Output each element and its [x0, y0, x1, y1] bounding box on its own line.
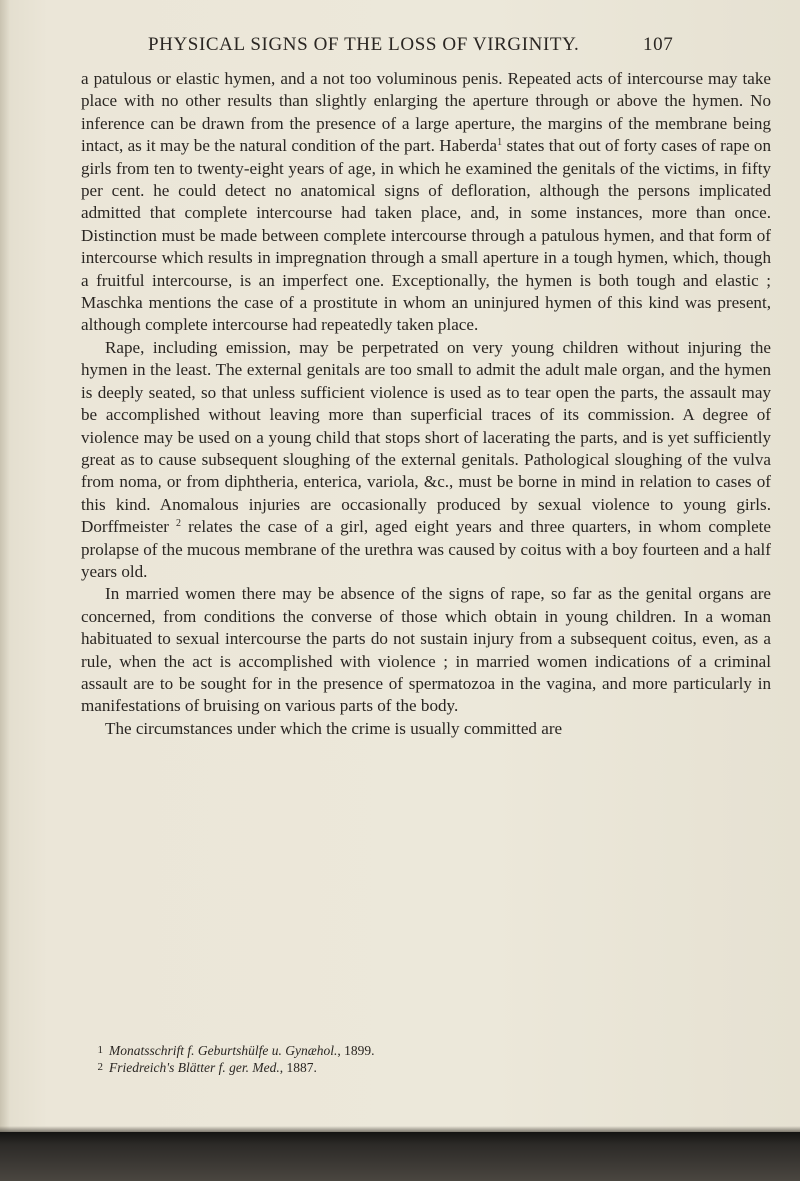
paragraph-2 — [81, 337, 771, 583]
running-header — [0, 34, 800, 60]
footnote-1-year: , 1899. — [337, 1043, 375, 1058]
footnote-1 — [81, 1042, 771, 1059]
footnote-1-number: 1 — [97, 1044, 103, 1056]
footnote-2-source: Friedreich's Blätter f. ger. Med. — [109, 1060, 280, 1075]
paragraph-4-text: The circumstances under which the crime is usually committed are — [105, 718, 563, 738]
paragraph-2-text-a: Rape, including emission, may be perpetrated on very young children without injuring the hymen in the least. The external genitals are too small to admit the adult male organ, and the hymen is deeply seated, so that unless sufficient violence is used as to tear open the parts, the assault may be accomplished without leaving more than superficial traces of its commission. A degree of violence may be used on a young child that stops short of lacerating the parts, and is yet sufficiently great as to cause subsequent sloughing of the external genitals. Pathological sloughing of the vulva from noma, or from diphtheria, enterica, variola, &c., must be borne in mind in relation to cases of this kind. Anomalous injuries are occasionally produced by sexual violence to young girls. Dorffmeister — [81, 337, 771, 537]
paragraph-1-text-a: a patulous or elastic hymen, and a not too voluminous penis. Repeated acts of intercourse may take place with no other results than slightly enlarging the aperture through or above the hymen. No inference can be drawn from the presence of a large aperture, the margins of the membrane being intact, as it may be the natural condition of the part. Haberda — [81, 69, 771, 156]
paragraph-1 — [81, 68, 771, 337]
scan-bottom-band — [0, 1132, 800, 1181]
footnote-2-number: 2 — [97, 1061, 103, 1073]
footnote-1-source: Monatsschrift f. Geburtshülfe u. Gynæhol. — [109, 1043, 338, 1058]
body-text — [81, 68, 771, 740]
footnote-ref-1: 1 — [497, 137, 503, 149]
paragraph-4 — [81, 718, 771, 740]
footnote-ref-2: 2 — [176, 518, 182, 530]
footnote-2 — [81, 1059, 771, 1076]
paragraph-2-text-b: relates the case of a girl, aged eight years and three quarters, in whom complete prolapse of the mucous membrane of the urethra was caused by coitus with a boy fourteen and a half years old. — [81, 517, 771, 581]
footnote-2-year: , 1887. — [279, 1060, 317, 1075]
paragraph-3 — [81, 583, 771, 717]
paragraph-1-text-b: states that out of forty cases of rape on girls from ten to twenty-eight years of age, in which he examined the genitals of the victims, in fifty per cent. he could detect no anatomical signs of defloration, although the persons implicated admitted that complete intercourse had taken place, and, in some instances, more than once. Distinction must be made between complete intercourse through a patulous hymen, and that form of intercourse which results in impregnation through a small aperture in a tough hymen, which, though a fruitful intercourse, is an imperfect one. Exceptionally, the hymen is both tough and elastic ; Maschka mentions the case of a prostitute in whom an uninjured hymen of this kind was present, although complete intercourse had repeatedly taken place. — [81, 136, 771, 335]
page-number: 107 — [643, 34, 674, 55]
paragraph-3-text: In married women there may be absence of the signs of rape, so far as the genital organs are concerned, from conditions the converse of those which obtain in young children. In a woman habituated to sexual intercourse the parts do not sustain injury from a subsequent coitus, even, as a rule, when the act is accomplished with violence ; in married women indications of a criminal assault are to be sought for in the presence of spermatozoa in the vagina, and more particularly in manifestations of bruising on various parts of the body. — [81, 584, 771, 716]
running-header-title: PHYSICAL SIGNS OF THE LOSS OF VIRGINITY. — [148, 34, 580, 55]
page-spine-shadow — [0, 0, 10, 1181]
